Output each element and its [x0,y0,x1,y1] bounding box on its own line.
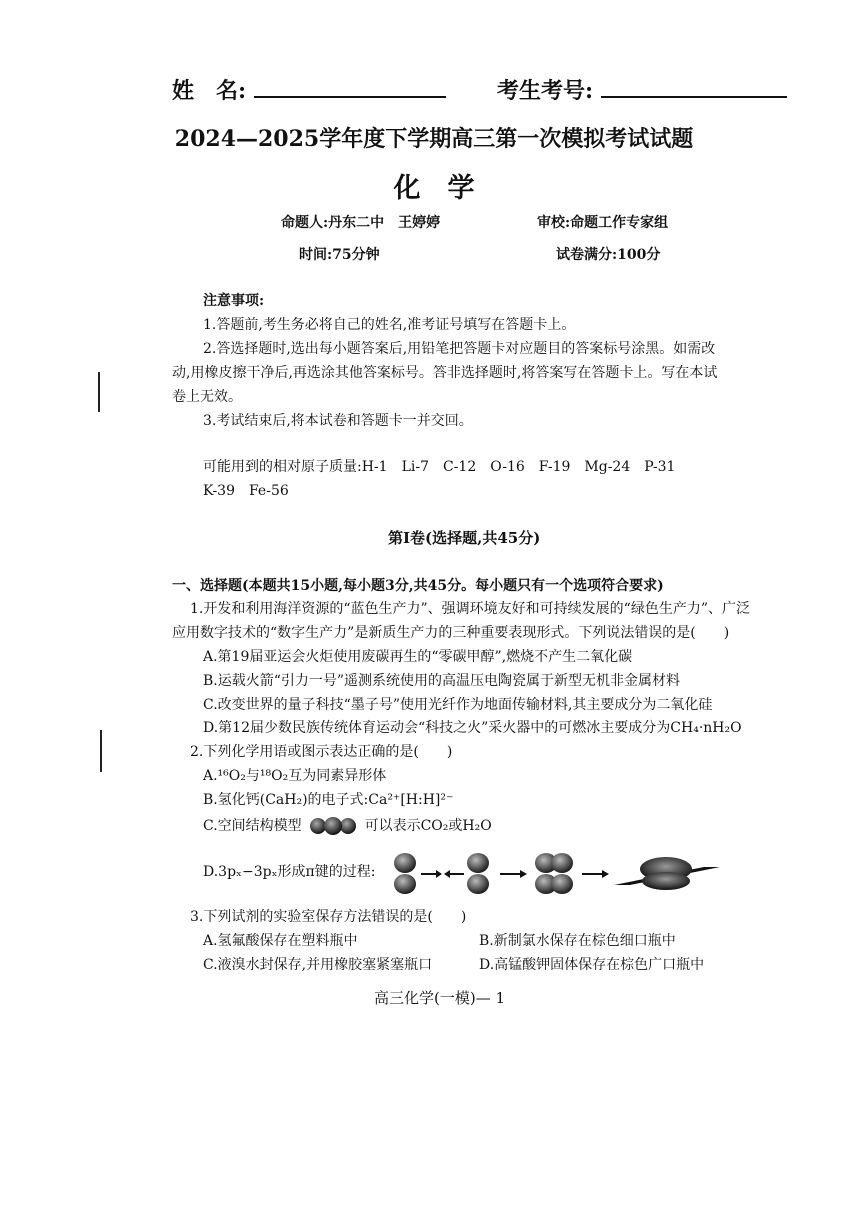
q3-option-c: C.液溴水封保存,并用橡胶塞紧塞瓶口 [203,957,433,973]
atomic-masses-line-2: K-39 Fe-56 [203,483,289,499]
q3-option-d: D.高锰酸钾固体保存在棕色广口瓶中 [479,957,705,973]
author: 命题人:丹东二中 王婷婷 [281,215,441,231]
note-3: 3.考试结束后,将本试卷和答题卡一并交回。 [203,413,473,429]
q3-option-b: B.新制氯水保存在棕色细口瓶中 [479,933,676,949]
part-heading: 一、选择题(本题共15小题,每小题3分,共45分。每小题只有一个选项符合要求) [172,578,664,594]
q2-option-c-post: 可以表示CO₂或H₂O [364,818,492,834]
q3-stem: 3.下列试剂的实验室保存方法错误的是( ) [190,909,467,925]
q2-stem: 2.下列化学用语或图示表达正确的是( ) [190,744,453,760]
exam-title: 2024—2025学年度下学期高三第一次模拟考试试题 [174,126,694,152]
q1-option-a: A.第19届亚运会火炬使用废碳再生的“零碳甲醇”,燃烧不产生二氧化碳 [203,649,633,665]
space-filling-model-icon [308,817,358,835]
full-score: 试卷满分:100分 [556,247,661,263]
q1-stem-line-2: 应用数字技术的“数字生产力”是新质生产力的三种重要表现形式。下列说法错误的是( ) [172,625,730,641]
notes-heading: 注意事项: [203,293,265,309]
q2-option-b: B.氢化钙(CaH₂)的电子式:Ca²⁺[H:H]²⁻ [203,792,454,808]
q2-option-d: D.3pₓ−3pₓ形成π键的过程: [203,864,376,880]
q1-option-c: C.改变世界的量子科技“墨子号”使用光纤作为地面传输材料,其主要成分为二氧化硅 [203,697,713,713]
q1-option-b: B.运载火箭“引力一号”遥测系统使用的高温压电陶瓷属于新型无机非金属材料 [203,673,681,689]
arrow-right-icon [500,870,527,878]
overlapping-orbitals-icon [535,853,573,894]
section-title: 第Ⅰ卷(选择题,共45分) [388,529,541,547]
note-2-line-2: 动,用橡皮擦干净后,再选涂其他答案标号。答非选择题时,将答案写在答题卡上。写在本试 [172,365,718,381]
q1-option-d: D.第12届少数民族传统体育运动会“科技之火”采火器中的可燃冰主要成分为CH₄·nH₂O [203,720,742,736]
arrow-right-icon [421,870,442,878]
q1-stem-line-1: 1.开发和利用海洋资源的“蓝色生产力”、强调环境友好和可持续发展的“绿色生产力”、广泛 [190,601,750,617]
scan-mark-bottom [100,730,102,772]
q3-option-a: A.氢氟酸保存在塑料瓶中 [203,933,358,949]
page-footer: 高三化学(一模)— 1 [374,989,506,1007]
note-1: 1.答题前,考生务必将自己的姓名,准考证号填写在答题卡上。 [203,317,576,333]
p-orbital-right-icon [467,853,489,894]
scan-mark-top [98,372,100,412]
q2-option-c [203,815,492,837]
atomic-masses-line-1: 可能用到的相对原子质量:H-1 Li-7 C-12 O-16 F-19 Mg-24 P-31 [203,459,676,475]
arrow-left-icon [444,870,464,878]
name-field [172,74,446,105]
exam-time: 时间:75分钟 [299,247,380,263]
subject-title: 化 学 [393,173,475,204]
exam-id-blank[interactable] [601,96,787,98]
note-2-line-3: 卷上无效。 [172,389,242,405]
reviewer: 审校:命题工作专家组 [537,215,669,231]
pi-bond-diagram [392,851,722,897]
pi-bond-cloud-icon [614,857,720,890]
name-label: 姓 名: [172,78,247,104]
q2-option-c-pre: C.空间结构模型 [203,818,302,834]
arrow-right-icon [582,870,609,878]
exam-id-field [497,74,787,105]
p-orbital-left-icon [394,853,416,894]
q2-option-a: A.¹⁶O₂与¹⁸O₂互为同素异形体 [203,768,387,784]
name-blank[interactable] [254,96,446,98]
exam-id-label: 考生考号: [497,78,594,104]
note-2-line-1: 2.答选择题时,选出每小题答案后,用铅笔把答题卡对应题目的答案标号涂黑。如需改 [203,341,716,357]
